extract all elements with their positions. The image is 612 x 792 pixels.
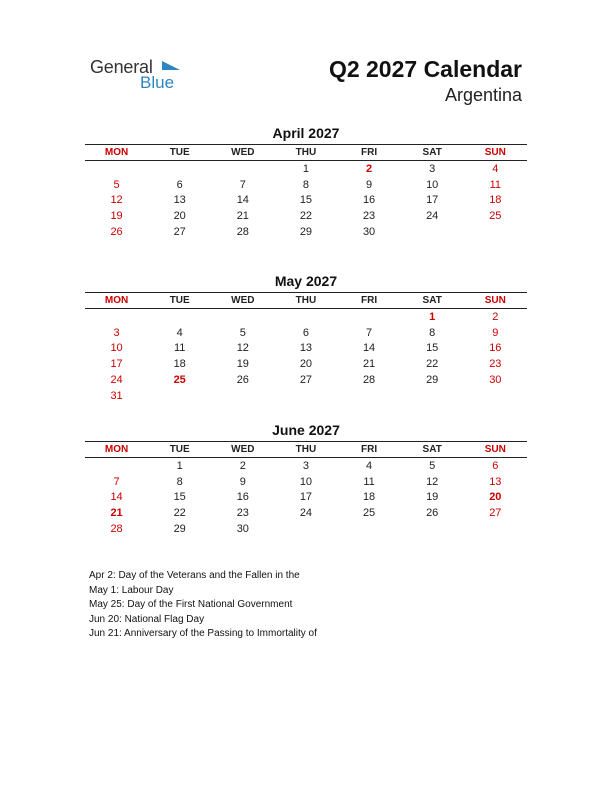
holiday-note: Jun 21: Anniversary of the Passing to Immortality of [89,628,317,640]
week-row [85,490,527,506]
day-cell: 9 [492,326,499,339]
day-cell: 7 [113,475,120,488]
day-cell: 19 [426,491,439,504]
day-cell: 26 [110,226,123,239]
weekday-header: FRI [361,147,378,158]
holiday-note: Apr 2: Day of the Veterans and the Fallen in the [89,570,300,581]
day-cell: 1 [176,459,183,472]
day-cell: 8 [429,326,436,339]
day-cell: 19 [236,358,249,371]
day-cell: 21 [362,358,376,371]
day-cell: 17 [426,194,439,207]
week-row [85,521,527,537]
day-cell: 27 [489,507,502,520]
day-cell: 22 [173,507,186,520]
month-block [85,125,527,240]
day-cell: 10 [426,178,439,191]
weekday-header: WED [231,147,255,158]
holiday-note: Jun 20: National Flag Day [89,613,205,625]
weekday-header: SUN [484,147,506,158]
month-block [85,273,527,404]
brand-name-general: General [90,57,153,77]
day-cell: 13 [489,475,502,488]
day-cell: 11 [489,178,502,191]
weekday-header: SAT [422,147,442,158]
holiday-day-cell: 21 [110,507,123,520]
holiday-day-cell: 2 [366,162,373,175]
day-cell: 18 [362,491,376,504]
weekday-header: MON [104,147,129,158]
day-cell: 27 [299,374,313,387]
weekday-header: SAT [422,295,442,306]
day-cell: 30 [489,374,502,387]
day-cell: 30 [236,523,249,536]
day-cell: 8 [302,178,309,191]
weekday-header: THU [295,295,317,306]
day-cell: 20 [299,358,313,371]
day-cell: 23 [362,210,376,223]
month-block [85,422,527,537]
day-cell: 14 [110,491,123,504]
weekday-header-row [85,292,527,309]
day-cell: 25 [489,210,502,223]
day-cell: 7 [366,326,373,339]
week-row [85,458,527,474]
day-cell: 27 [173,226,186,239]
day-cell: 4 [492,162,499,175]
day-cell: 25 [362,507,376,520]
day-cell: 5 [239,326,246,339]
day-cell: 5 [429,459,436,472]
day-cell: 26 [426,507,439,520]
day-cell: 12 [110,194,123,207]
weekday-header: WED [231,444,255,455]
day-cell: 15 [426,342,439,355]
week-row [85,177,527,193]
day-cell: 12 [236,342,249,355]
day-cell: 22 [299,210,313,223]
week-row [85,356,527,372]
day-cell: 3 [302,459,309,472]
day-cell: 15 [173,491,186,504]
day-cell: 13 [299,342,313,355]
week-row [85,325,527,341]
day-cell: 12 [426,475,439,488]
week-row [85,161,527,177]
day-cell: 7 [239,178,246,191]
weekday-header: TUE [169,444,190,455]
day-cell: 21 [236,210,249,223]
day-cell: 16 [362,194,376,207]
weekday-header: FRI [361,295,378,306]
weekday-header: SUN [484,444,506,455]
weekday-header: THU [295,147,317,158]
day-cell: 24 [110,374,123,387]
day-cell: 3 [429,162,436,175]
holiday-day-cell: 1 [429,310,436,323]
day-cell: 6 [176,178,183,191]
day-cell: 9 [366,178,373,191]
day-cell: 23 [236,507,249,520]
holiday-day-cell: 20 [489,491,502,504]
day-cell: 10 [110,342,123,355]
day-cell: 29 [173,523,186,536]
week-row [85,505,527,521]
day-cell: 6 [302,326,309,339]
week-row [85,341,527,357]
holiday-note: May 25: Day of the First National Government [89,599,293,611]
day-cell: 5 [113,178,120,191]
week-row [85,224,527,240]
day-cell: 17 [110,358,123,371]
day-cell: 18 [173,358,186,371]
holiday-day-cell: 25 [173,374,186,387]
day-cell: 10 [299,475,313,488]
day-cell: 1 [302,162,309,175]
day-cell: 15 [299,194,313,207]
month-title: May 2027 [274,273,338,289]
day-cell: 14 [236,194,249,207]
day-cell: 24 [426,210,439,223]
day-cell: 26 [236,374,249,387]
week-row [85,372,527,388]
day-cell: 2 [239,459,246,472]
weekday-header: MON [104,295,129,306]
day-cell: 28 [362,374,376,387]
day-cell: 9 [239,475,246,488]
day-cell: 4 [366,459,373,472]
week-row [85,208,527,224]
day-cell: 28 [236,226,249,239]
country-name: Argentina [444,85,522,105]
day-cell: 24 [299,507,313,520]
day-cell: 16 [236,491,249,504]
day-cell: 23 [489,358,502,371]
day-cell: 18 [489,194,502,207]
weekday-header: SAT [422,444,442,455]
weekday-header: SUN [484,295,506,306]
brand-logo [90,56,200,96]
day-cell: 29 [426,374,439,387]
day-cell: 31 [110,389,123,402]
week-row [85,309,527,325]
day-cell: 30 [362,226,376,239]
day-cell: 2 [492,310,499,323]
weekday-header: FRI [361,444,378,455]
weekday-header: MON [104,444,129,455]
day-cell: 11 [363,475,375,488]
day-cell: 6 [492,459,499,472]
day-cell: 13 [173,194,186,207]
weekday-header-row [85,441,527,458]
day-cell: 22 [426,358,439,371]
day-cell: 4 [176,326,183,339]
brand-name-blue: Blue [140,73,175,92]
month-title: June 2027 [272,422,340,438]
holiday-note: May 1: Labour Day [89,584,174,596]
day-cell: 8 [176,475,183,488]
day-cell: 17 [299,491,313,504]
brand-triangle-icon [162,61,180,70]
day-cell: 11 [173,342,186,355]
day-cell: 3 [113,326,120,339]
month-title: April 2027 [272,125,340,141]
day-cell: 16 [489,342,502,355]
page-title: Q2 2027 Calendar [328,56,522,82]
weekday-header: TUE [169,147,190,158]
weekday-header-row [85,144,527,161]
day-cell: 28 [110,523,123,536]
weekday-header: WED [231,295,255,306]
week-row [85,388,527,404]
day-cell: 20 [173,210,186,223]
holiday-notes [89,569,529,645]
day-cell: 14 [362,342,376,355]
day-cell: 29 [299,226,313,239]
weekday-header: TUE [169,295,190,306]
week-row [85,193,527,209]
day-cell: 19 [110,210,123,223]
week-row [85,474,527,490]
weekday-header: THU [295,444,317,455]
